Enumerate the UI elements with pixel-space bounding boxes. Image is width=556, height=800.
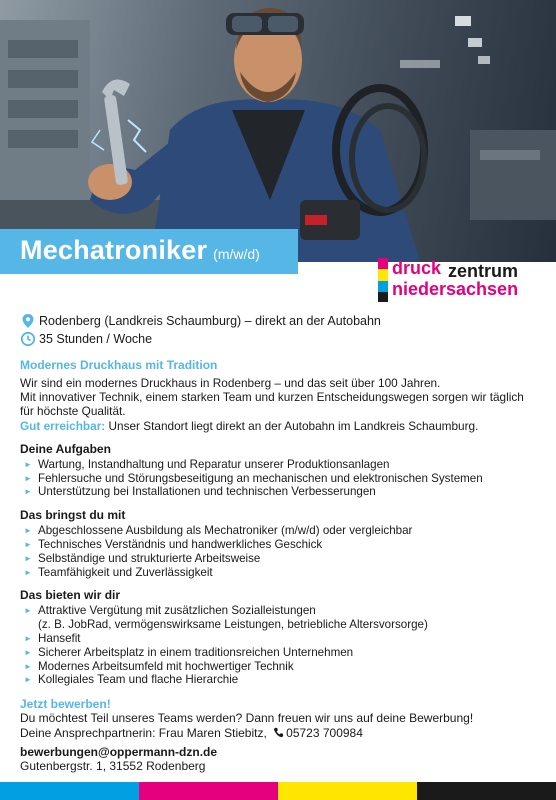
list-item: ► Attraktive Vergütung mit zusätzlichen Sozialleistungen — [24, 604, 316, 618]
bullet-triangle-icon: ► — [24, 473, 32, 483]
bullet-triangle-icon: ► — [24, 633, 32, 643]
color-strip-cyan — [0, 782, 139, 800]
contact-line — [20, 726, 536, 741]
email-link[interactable]: bewerbungen@oppermann-dzn.de — [20, 745, 218, 760]
bullet-triangle-icon: ► — [24, 567, 32, 577]
clock-icon — [20, 331, 36, 347]
logo-bar-cyan — [378, 281, 388, 292]
offer-item-1-detail: (z. B. JobRad, vermögenswirksame Leistungen, betriebliche Altersvorsorge) — [38, 618, 428, 632]
apply-heading: Jetzt bewerben! — [20, 697, 111, 712]
info-location — [20, 312, 536, 330]
hero-photo — [0, 0, 556, 262]
bullet-triangle-icon: ► — [24, 661, 32, 671]
company-address: Gutenbergstr. 1, 31552 Rodenberg — [20, 759, 206, 774]
bullet-triangle-icon: ► — [24, 606, 32, 616]
apply-text: Du möchtest Teil unseres Teams werden? Dann freuen wir uns auf deine Bewerbung! — [20, 711, 474, 726]
list-item: ► Modernes Arbeitsumfeld mit hochwertiger Technik — [24, 659, 294, 673]
list-item: ► Kollegiales Team und flache Hierarchie — [24, 673, 239, 687]
color-strip-magenta — [139, 782, 278, 800]
list-item: ► Sicherer Arbeitsplatz in einem traditionsreichen Unternehmen — [24, 645, 354, 659]
bullet-triangle-icon: ► — [24, 553, 32, 563]
reach-text: Unser Standort liegt direkt an der Autobahn im Landkreis Schaumburg. — [105, 418, 479, 433]
job-description — [20, 312, 536, 773]
logo-bar-magenta — [378, 258, 388, 269]
list-item: ► Selbständige und strukturierte Arbeitsweise — [24, 551, 261, 565]
logo-bar-yellow — [378, 269, 388, 281]
hours-text: 35 Stunden / Woche — [39, 332, 153, 346]
profile-list — [20, 524, 536, 579]
offer-heading: Das bieten wir dir — [20, 588, 121, 603]
location-pin-icon — [20, 313, 36, 329]
phone-number[interactable]: 05723 700984 — [286, 725, 363, 740]
hero-illustration — [0, 0, 556, 262]
intro-heading: Modernes Druckhaus mit Tradition — [20, 358, 218, 372]
logo-line-1 — [392, 258, 518, 279]
list-item: ► Fehlersuche und Störungsbeseitigung an mechanischen und elektronischen Systemen — [24, 471, 483, 485]
list-item: ► Wartung, Instandhaltung und Reparatur unserer Produktionsanlagen — [24, 457, 390, 471]
bullet-triangle-icon: ► — [24, 540, 32, 549]
reach-label: Gut erreichbar: — [20, 418, 106, 433]
job-title-banner — [0, 229, 298, 274]
job-title: Mechatroniker — [20, 235, 208, 265]
profile-heading: Das bringst du mit — [20, 508, 126, 523]
contact-person: Deine Ansprechpartnerin: Frau Maren Stiebitz, — [20, 725, 267, 740]
offer-list — [20, 604, 536, 687]
logo-word-niedersachsen: niedersachsen — [392, 279, 519, 299]
bullet-triangle-icon: ► — [24, 675, 32, 685]
list-item: ► Technisches Verständnis und handwerkliches Geschick — [24, 538, 323, 551]
info-hours — [20, 330, 536, 348]
job-title-suffix: (m/w/d) — [213, 246, 260, 262]
bullet-triangle-icon: ► — [24, 487, 32, 497]
list-item: ► Abgeschlossene Ausbildung als Mechatroniker (m/w/d) oder vergleichbar — [24, 524, 413, 538]
tasks-list — [20, 458, 536, 499]
bullet-triangle-icon: ► — [24, 526, 32, 536]
logo-bar-black — [378, 292, 388, 302]
list-item: ► Unterstützung bei Installationen und technischen Verbesserungen — [24, 485, 376, 499]
intro-paragraph — [20, 376, 536, 433]
intro-line-1: Wir sind ein modernes Druckhaus in Rodenberg – und das seit über 100 Jahren. — [20, 376, 441, 390]
tasks-heading: Deine Aufgaben — [20, 441, 111, 456]
logo-word-zentrum: zentrum — [448, 261, 519, 281]
color-strip-yellow — [278, 782, 417, 800]
company-logo — [378, 258, 538, 304]
intro-line-2: Mit innovativer Technik, einem starken Team und kurzen Entscheidungswegen sorgen wir täglich für höchste Qualität. — [20, 390, 524, 419]
location-text: Rodenberg (Landkreis Schaumburg) – direkt an der Autobahn — [39, 314, 381, 328]
intro-line-3 — [20, 419, 536, 433]
phone-icon — [273, 727, 284, 738]
color-strip-black — [417, 782, 556, 800]
list-item: ► Hansefit — [24, 631, 81, 645]
bullet-triangle-icon: ► — [24, 647, 32, 657]
logo-word-druck: druck — [392, 258, 442, 278]
list-item: ► Teamfähigkeit und Zuverlässigkeit — [24, 565, 213, 579]
bullet-triangle-icon: ► — [24, 459, 32, 469]
